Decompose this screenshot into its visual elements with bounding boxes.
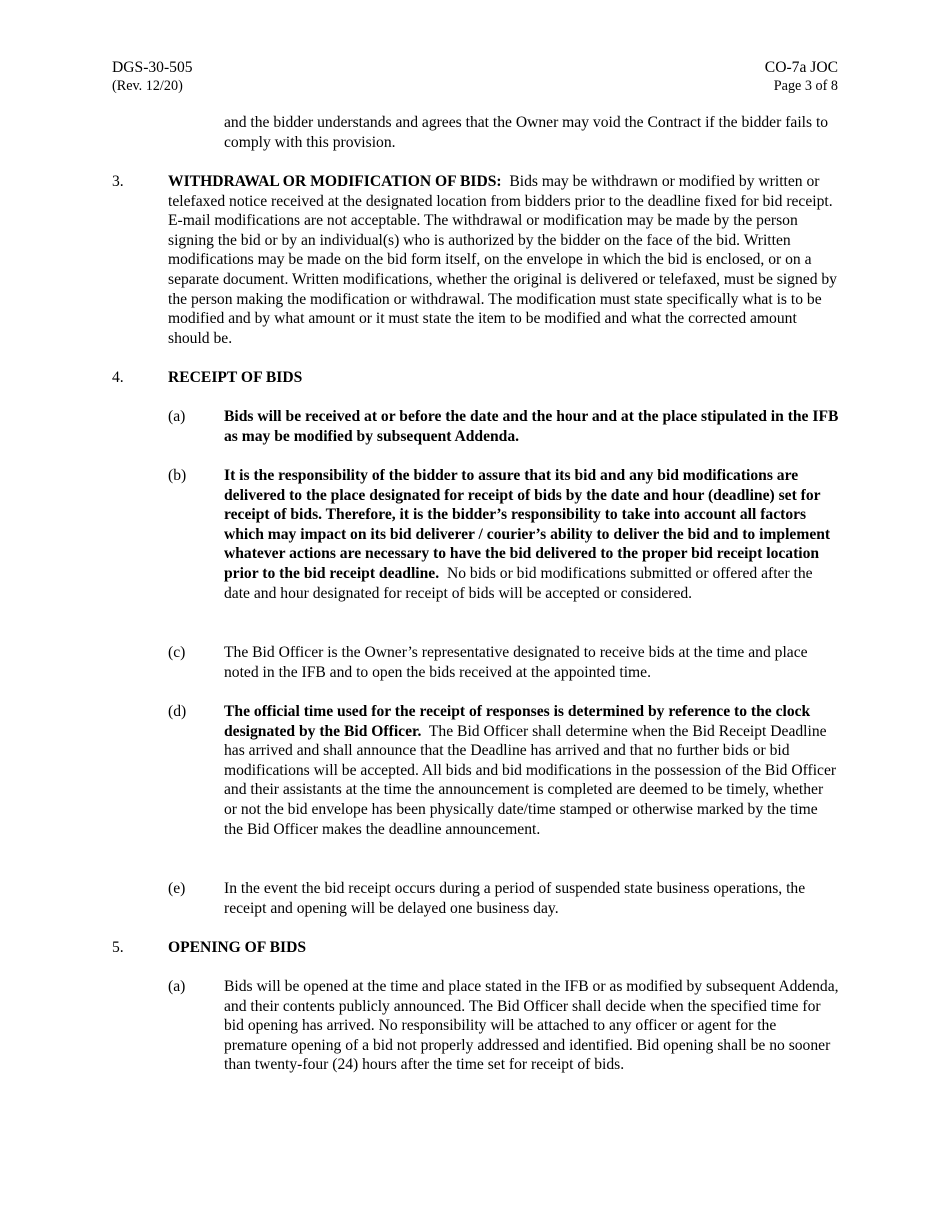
- subsection-label: (b): [168, 467, 187, 484]
- form-id: DGS-30-505: [112, 59, 193, 76]
- section-title: OPENING OF BIDS: [168, 939, 307, 956]
- section-text: Bids may be withdrawn or modified by written or telefaxed notice received at the designated location from bidders prior to the deadline fixed for bid receipt. E-mail modifications are not acceptable. The withdrawal or modification may be made by the person signing the bid or by an individual(s) who is authorized by the bidder on the face of the bid. Written modifications may be made on the bid form itself, on the envelope in which the bid is enclosed, or on a separate document. Written modifications, whether the original is delivered or telefaxed, must be signed by the person making the modification or withdrawal. The modification must state specifically what is to be modified and by what amount or it must state the item to be modified and what the corrected amount should be.: [168, 173, 837, 347]
- header-right: [765, 58, 838, 96]
- bold-text: It is the responsibility of the bidder to assure that its bid and any bid modifications are delivered to the place designated for receipt of bids by the date and hour (deadline) set for receipt of bids. Therefore, it is the bidder’s responsibility to take into account all factors which may impact on its bid deliverer / courier’s ability to deliver the bid and to implement whatever actions are necessary to have the bid delivered to the proper bid receipt location prior to the bid receipt deadline.: [224, 467, 831, 582]
- subsection-text: Bids will be opened at the time and place stated in the IFB or as modified by subsequent Addenda, and their contents publicly announced. The Bid Officer shall decide when the specified time for bid opening has arrived. No responsibility will be attached to any officer or agent for the premature opening of a bid not properly addressed and identified. Bid opening shall be no sooner than twenty-four (24) hours after the time set for receipt of bids.: [224, 978, 839, 1074]
- page-number: Page 3 of 8: [773, 78, 838, 94]
- subsection-label: (a): [168, 408, 186, 425]
- section-title: WITHDRAWAL OR MODIFICATION OF BIDS:: [168, 173, 502, 190]
- section-number: 3.: [112, 173, 124, 190]
- subsection-text: [224, 702, 840, 839]
- section-number: 5.: [112, 939, 124, 956]
- subsection-label: (e): [168, 880, 186, 897]
- continuation-text: and the bidder understands and agrees that the Owner may void the Contract if the bidder fails to comply with this provision.: [224, 114, 829, 151]
- section-number: 4.: [112, 369, 124, 386]
- subsection-text: In the event the bid receipt occurs during a period of suspended state business operations, the receipt and opening will be delayed one business day.: [224, 880, 806, 917]
- section-title: RECEIPT OF BIDS: [168, 369, 303, 386]
- plain-text: No bids or bid modifications submitted or offered after the date and hour designated for receipt of bids will be accepted or considered.: [224, 564, 813, 602]
- subsection-label: (d): [168, 703, 187, 720]
- bold-text: Bids will be received at or before the date and the hour and at the place stipulated in the IFB as may be modified by subsequent Addenda.: [224, 408, 839, 445]
- subsection-text: [224, 407, 840, 446]
- subsection-text: The Bid Officer is the Owner’s representative designated to receive bids at the time and place noted in the IFB and to open the bids received at the appointed time.: [224, 644, 808, 681]
- revision: (Rev. 12/20): [112, 78, 183, 94]
- section-body: [168, 172, 840, 348]
- header-left: [112, 58, 193, 96]
- bold-text: The official time used for the receipt of responses is determined by reference to the clock designated by the Bid Officer.: [224, 703, 811, 740]
- subsection-label: (a): [168, 978, 186, 995]
- subsection-label: (c): [168, 644, 186, 661]
- subsection-text: [224, 466, 840, 603]
- plain-text: The Bid Officer shall determine when the Bid Receipt Deadline has arrived and shall announce that the Deadline has arrived and that no further bids or bid modifications will be accepted. All bids and bid modifications in the possession of the Bid Officer and their assistants at the time the announcement is completed are deemed to be timely, whether or not the bid envelope has been physically date/time stamped or otherwise marked by the time the Bid Officer makes the deadline announcement.: [224, 722, 837, 838]
- doc-code: CO-7a JOC: [764, 59, 838, 76]
